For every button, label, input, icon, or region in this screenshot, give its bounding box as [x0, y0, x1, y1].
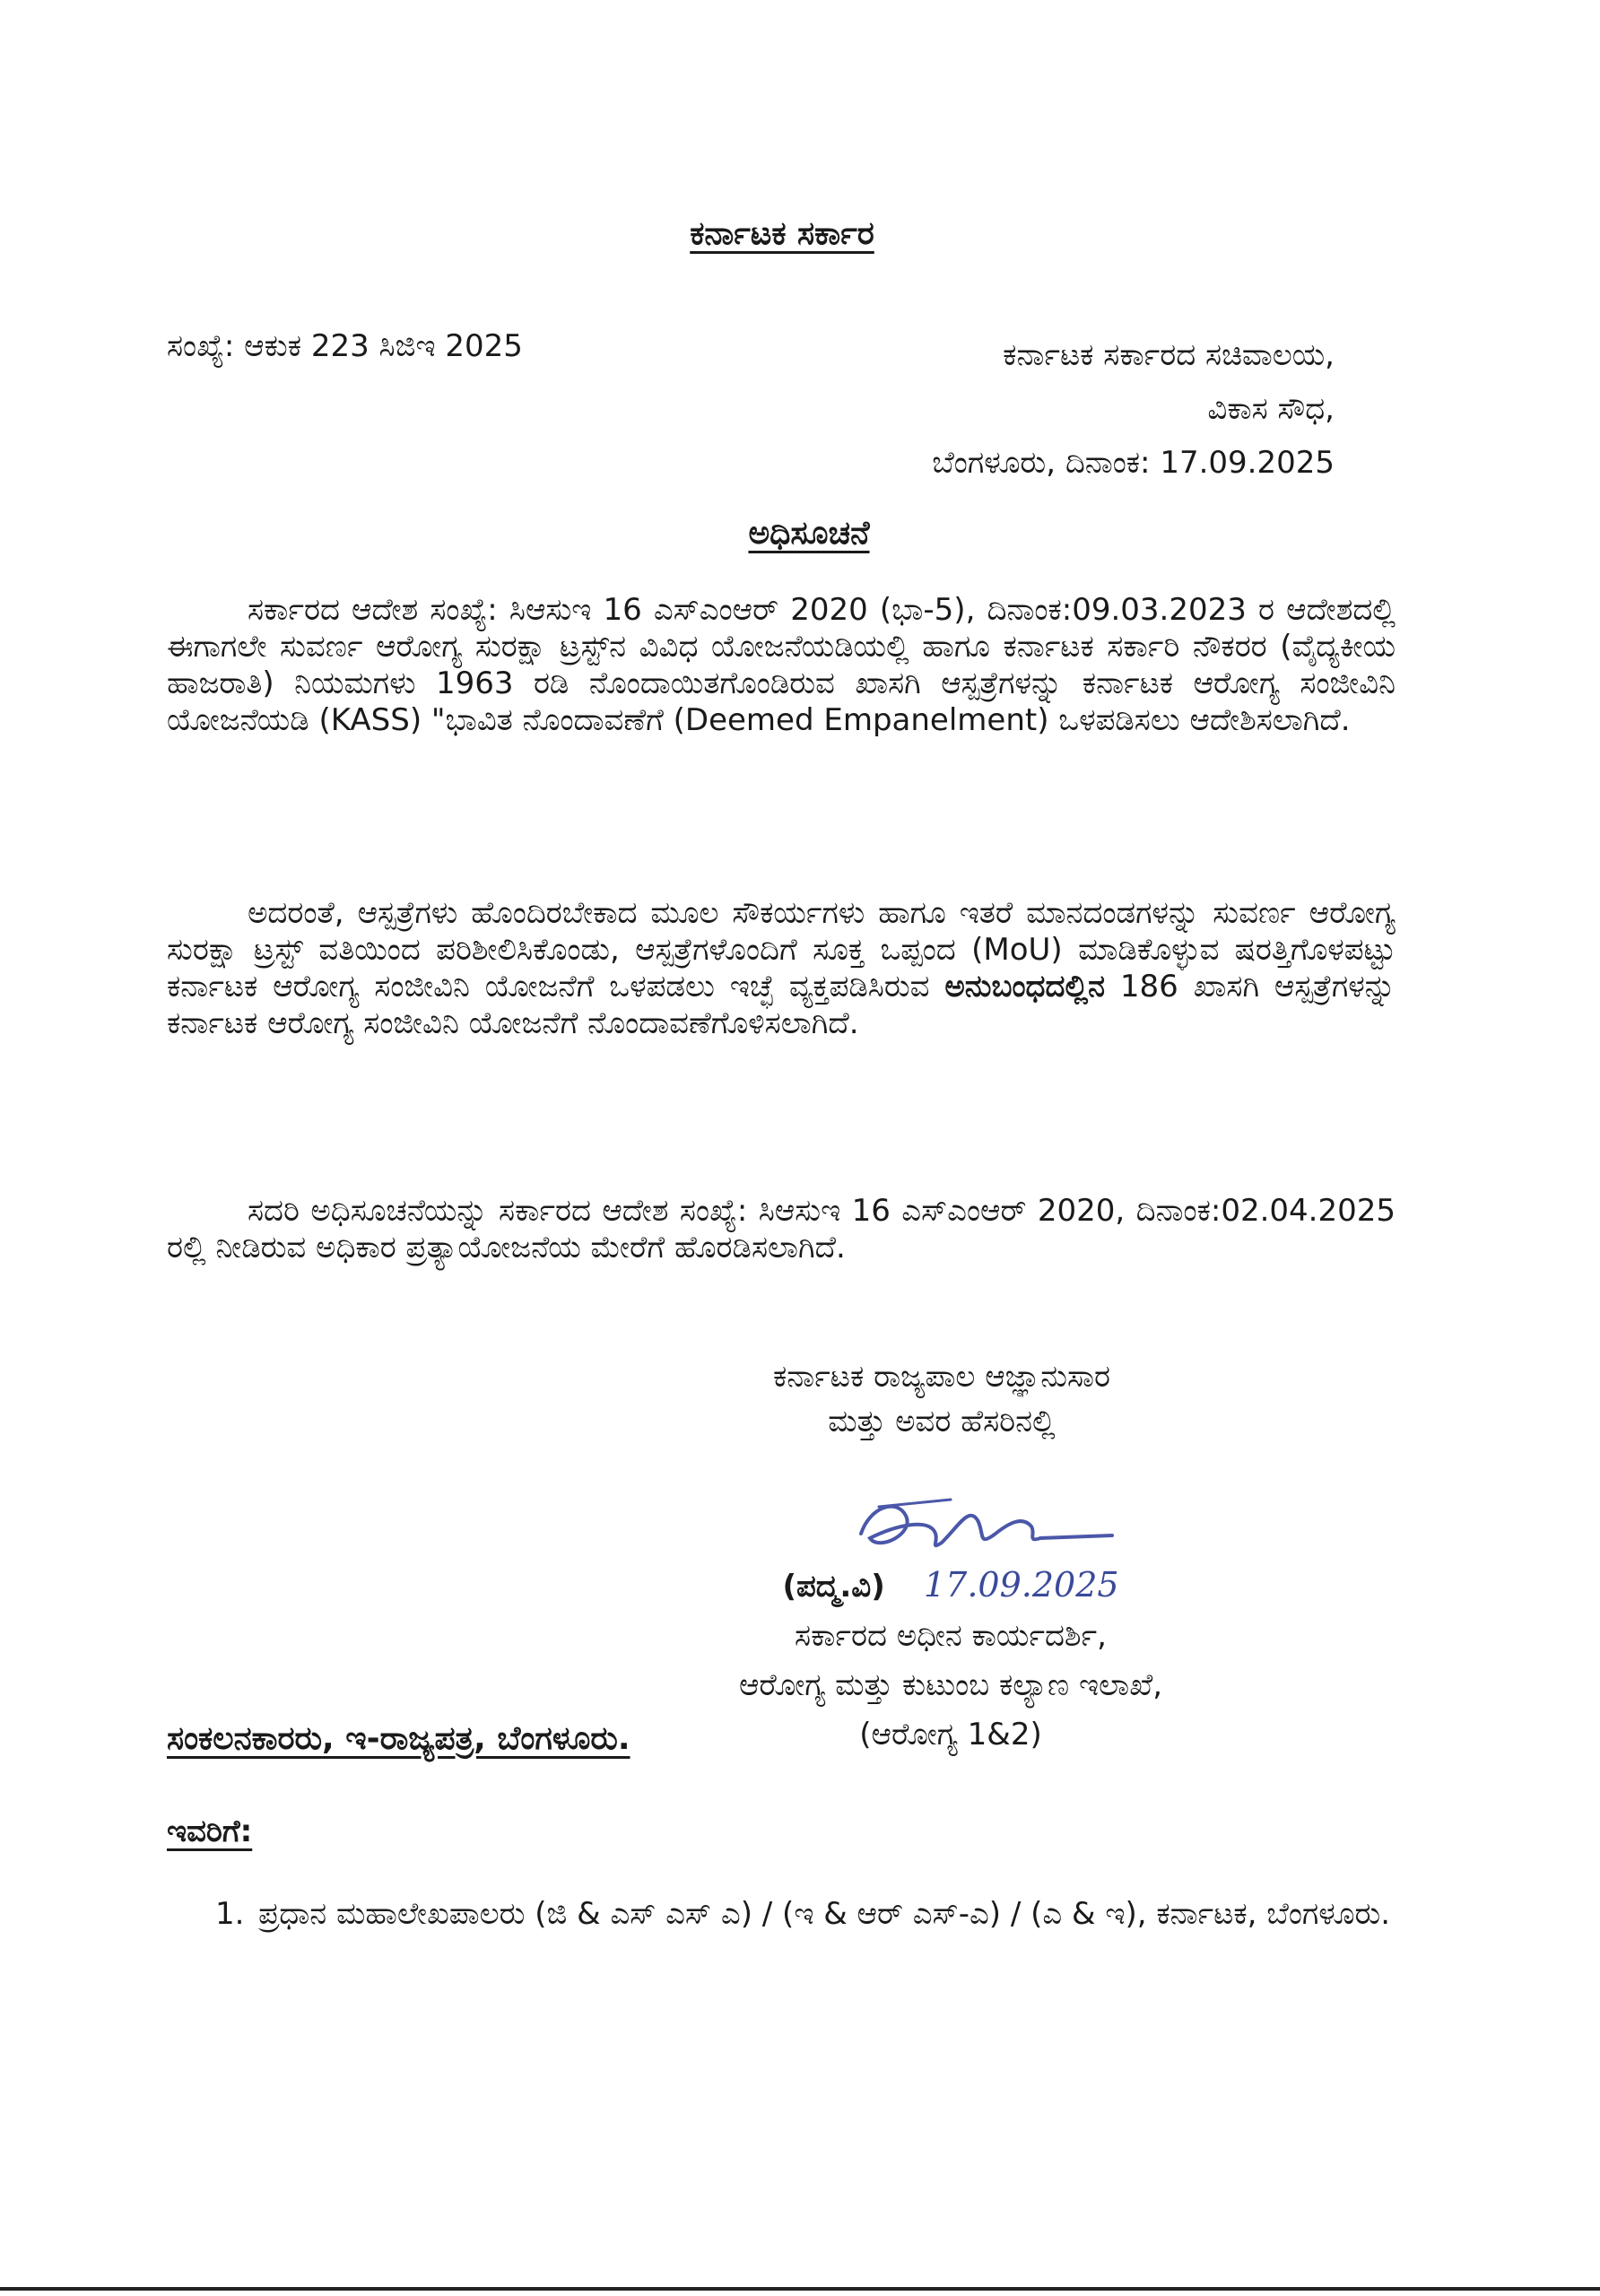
authority-block: [628, 1354, 1256, 1444]
paragraph-2-part-b: 186 ಖಾಸಗಿ ಆಸ್ಪತ್ರೆಗಳನ್ನು ಕರ್ನಾಟಕ ಆರೋಗ್ಯ ಸಂಜೀವಿನಿ ಯೋಜನೆಗೆ ನೊಂದಾವಣೆಗೊಳಿಸಲಾಗಿದೆ.: [167, 969, 1396, 1041]
signatory-short-name: (ಪದ್ಮ.ವಿ): [782, 1569, 885, 1605]
address-line-1: ಕರ್ನಾಟಕ ಸರ್ಕಾರದ ಸಚಿವಾಲಯ,: [1003, 337, 1335, 373]
compiler-line: ಸಂಕಲನಕಾರರು, ಇ-ರಾಜ್ಯಪತ್ರ, ಬೆಂಗಳೂರು.: [167, 1720, 630, 1757]
paragraph-2-part-a: ಅದರಂತೆ, ಆಸ್ಪತ್ರೆಗಳು ಹೊಂದಿರಬೇಕಾದ ಮೂಲ ಸೌಕರ್ಯಗಳು ಹಾಗೂ ಇತರೆ ಮಾನದಂಡಗಳನ್ನು ಸುವರ್ಣ ಆರೋಗ್ಯ ಸುರಕ್ಷಾ ಟ್ರಸ್ಟ್ ವತಿಯಿಂದ ಪರಿಶೀಲಿಸಿಕೊಂಡು, ಆಸ್ಪತ್ರೆಗಳೊಂದಿಗೆ ಸೂಕ್ತ ಒಪ್ಪಂದ (MoU) ಮಾಡಿಕೊಳ್ಳುವ ಷರತ್ತಿಗೊಳಪಟ್ಟು ಕರ್ನಾಟಕ ಆರೋಗ್ಯ ಸಂಜೀವಿನಿ ಯೋಜನೆಗೆ ಒಳಪಡಲು ಇಚ್ಛೆ ವ್ಯಕ್ತಪಡಿಸಿರುವ: [167, 895, 1396, 1004]
signatory-section: (ಆರೋಗ್ಯ 1&2): [859, 1717, 1042, 1752]
notification-heading: [0, 515, 1600, 552]
address-block: [932, 328, 1335, 490]
body-paragraph-3: ಸದರಿ ಅಧಿಸೂಚನೆಯನ್ನು ಸರ್ಕಾರದ ಆದೇಶ ಸಂಖ್ಯೆ: ಸಿಆಸುಇ 16 ಎಸ್‌ಎಂಆರ್ 2020, ದಿನಾಂಕ:02.04.2025 ರಲ್ಲಿ ನೀಡಿರುವ ಅಧಿಕಾರ ಪ್ರತ್ಯಾಯೋಜನೆಯ ಮೇರೆಗೆ ಹೊರಡಿಸಲಾಗಿದೆ.: [167, 1193, 1396, 1265]
body-paragraph-2: [167, 895, 1396, 1042]
list-item-text: ಪ್ರಧಾನ ಮಹಾಲೇಖಪಾಲರು (ಜಿ & ಎಸ್ ಎಸ್ ಎ) / (ಇ & ಆರ್ ಎಸ್-ಎ) / (ಎ & ಇ), ಕರ್ನಾಟಕ, ಬೆಂಗಳೂರು.: [258, 1896, 1391, 1932]
signatory-department: ಆರೋಗ್ಯ ಮತ್ತು ಕುಟುಂಬ ಕಲ್ಯಾಣ ಇಲಾಖೆ,: [738, 1667, 1163, 1703]
signatory-name-row: [592, 1561, 1309, 1612]
address-line-2: ವಿಕಾಸ ಸೌಧ,: [1207, 391, 1335, 427]
body-paragraph-1: ಸರ್ಕಾರದ ಆದೇಶ ಸಂಖ್ಯೆ: ಸಿಆಸುಇ 16 ಎಸ್‌ಎಂಆರ್ 2020 (ಭಾ-5), ದಿನಾಂಕ:09.03.2023 ರ ಆದೇಶದಲ್ಲಿ ಈಗಾಗಲೇ ಸುವರ್ಣ ಆರೋಗ್ಯ ಸುರಕ್ಷಾ ಟ್ರಸ್ಟ್‌ನ ವಿವಿಧ ಯೋಜನೆಯಡಿಯಲ್ಲಿ ಹಾಗೂ ಕರ್ನಾಟಕ ಸರ್ಕಾರಿ ನೌಕರರ (ವೈದ್ಯಕೀಯ ಹಾಜರಾತಿ) ನಿಯಮಗಳು 1963 ರಡಿ ನೊಂದಾಯಿತಗೊಂಡಿರುವ ಖಾಸಗಿ ಆಸ್ಪತ್ರೆಗಳನ್ನು ಕರ್ನಾಟಕ ಆರೋಗ್ಯ ಸಂಜೀವಿನಿ ಯೋಜನೆಯಡಿ (KASS) "ಭಾವಿತ ನೊಂದಾವಣೆಗೆ (Deemed Empanelment) ಒಳಪಡಿಸಲು ಆದೇಶಿಸಲಾಗಿದೆ.: [167, 592, 1396, 738]
recipients-label: ಇವರಿಗೆ:: [167, 1813, 253, 1849]
authority-line-1: ಕರ್ನಾಟಕ ರಾಜ್ಯಪಾಲ ಆಜ್ಞಾನುಸಾರ: [772, 1359, 1111, 1395]
handwritten-date: 17.09.2025: [923, 1565, 1119, 1605]
notification-title-text: ಅಧಿಸೂಚನೆ: [748, 515, 870, 552]
government-header: [0, 215, 1600, 253]
paragraph-2-bold: ಅನುಬಂಧದಲ್ಲಿನ: [944, 969, 1106, 1004]
authority-line-2: ಮತ್ತು ಅವರ ಹೆಸರಿನಲ್ಲಿ: [828, 1404, 1056, 1439]
scan-edge-divider: [0, 2287, 1600, 2291]
address-line-3: ಬೆಂಗಳೂರು, ದಿನಾಂಕ: 17.09.2025: [932, 445, 1335, 481]
signatory-block: [592, 1561, 1309, 1760]
reference-number: ಸಂಖ್ಯೆ: ಆಕುಕ 223 ಸಿಜಿಇ 2025: [167, 328, 523, 364]
signatory-designation: ಸರ್ಕಾರದ ಅಧೀನ ಕಾರ್ಯದರ್ಶಿ,: [795, 1618, 1107, 1654]
header-title-text: ಕರ್ನಾಟಕ ಸರ್ಕಾರ: [690, 215, 874, 252]
list-item: [215, 1891, 1399, 1937]
list-item-number: 1.: [215, 1896, 245, 1932]
